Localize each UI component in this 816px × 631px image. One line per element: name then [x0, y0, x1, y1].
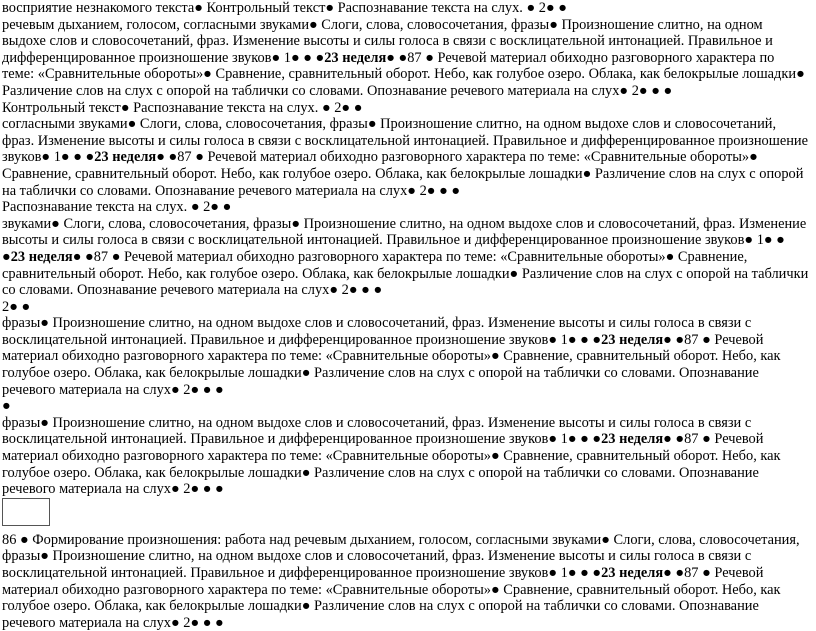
week-label: 23 неделя — [94, 149, 157, 166]
document-paragraph-p7 — [2, 299, 810, 316]
paragraph-text: 86 ● Формирование произношения: работа над речевым дыханием, голосом, согласными звуками● Слоги, слова, словосочетания, фразы● Произношение слитно, на одном выдохе слов и словосочетаний, фраз. Изменение высоты и силы голоса в связи с восклицательной интонацией. Правильное и дифференцированное произношение звуков● 1● ● ● — [2, 531, 800, 581]
document-paragraph-p2 — [2, 17, 810, 100]
document-paragraph-p10 — [2, 415, 810, 498]
week-label: 23 неделя — [601, 331, 664, 348]
paragraph-text: ● ●87 ● Речевой материал обиходно разговорного характера по теме: «Сравнительные обороты»● Сравнение, сравнительный оборот. Небо, как голубое озеро. Облака, как белокрылые лошадки● Различение слов на слух с опорой на таблички со словами. Опознавание речевого материала на слух● 2● ● ● — [2, 49, 805, 99]
paragraph-text: ● — [2, 398, 11, 415]
week-label: 23 неделя — [324, 49, 387, 66]
paragraph-text: Контрольный текст● Распознавание текста на слух. ● 2● ● — [2, 99, 363, 116]
document-paragraph-p3 — [2, 100, 810, 117]
document-paragraph-p8 — [2, 315, 810, 398]
document-paragraph-p5 — [2, 199, 810, 216]
paragraph-text: звуками● Слоги, слова, словосочетания, фразы● Произношение слитно, на одном выдохе слов и словосочетаний, фраз. Изменение высоты и силы голоса в связи с восклицательной интонацией. Правильное и дифференцированное произношение звуков● 1● ● ● — [2, 215, 807, 265]
week-label: 23 неделя — [10, 248, 73, 265]
paragraph-text: 2● ● — [2, 298, 31, 315]
week-label: 23 неделя — [601, 431, 664, 448]
week-label: 23 неделя — [601, 565, 664, 581]
paragraph-text: согласными звуками● Слоги, слова, словосочетания, фразы● Произношение слитно, на одном выдохе слов и словосочетаний, фраз. Изменение высоты и силы голоса в связи с восклицательной интонацией. Правильное и дифференцированное произношение звуков● 1● ● ● — [2, 116, 809, 166]
paragraph-text: фразы● Произношение слитно, на одном выдохе слов и словосочетаний, фраз. Изменение высоты и силы голоса в связи с восклицательной интонацией. Правильное и дифференцированное произношение звуков● 1● ● ● — [2, 315, 752, 348]
empty-frame-box — [2, 498, 50, 526]
document-paragraph-p1 — [2, 0, 810, 17]
paragraph-text: фразы● Произношение слитно, на одном выдохе слов и словосочетаний, фраз. Изменение высоты и силы голоса в связи с восклицательной интонацией. Правильное и дифференцированное произношение звуков● 1● ● ● — [2, 414, 752, 448]
paragraph-text: ● ●87 ● Речевой материал обиходно разговорного характера по теме: «Сравнительные обороты»● Сравнение, сравнительный оборот. Небо, как голубое озеро. Облака, как белокрылые лошадки● Различение слов на слух с опорой на таблички со словами. Опознавание речевого материала на слух● 2● ● ● — [2, 431, 781, 498]
paragraph-text: ● ●87 ● Речевой материал обиходно разговорного характера по теме: «Сравнительные обороты»● Сравнение, сравнительный оборот. Небо, как голубое озеро. Облака, как белокрылые лошадки● Различение слов на слух с опорой на таблички со словами. Опознавание речевого материала на слух● 2● ● ● — [2, 331, 781, 398]
paragraph-text: ● ●87 ● Речевой материал обиходно разговорного характера по теме: «Сравнительные обороты»● Сравнение, сравнительный оборот. Небо, как голубое озеро. Облака, как белокрылые лошадки● Различение слов на слух с опорой на таблички со словами. Опознавание речевого материала на слух● 2● ● ● — [2, 248, 809, 299]
document-paragraph-p4 — [2, 116, 810, 199]
paragraph-text: речевым дыханием, голосом, согласными звуками● Слоги, слова, словосочетания, фразы● Произношение слитно, на одном выдохе слов и словосочетаний, фраз. Изменение высоты и силы голоса в связи с восклицательной интонацией. Правильное и дифференцированное произношение звуков● 1● ● ● — [2, 16, 773, 66]
paragraph-text: ● ●87 ● Речевой материал обиходно разговорного характера по теме: «Сравнительные обороты»● Сравнение, сравнительный оборот. Небо, как голубое озеро. Облака, как белокрылые лошадки● Различение слов на слух с опорой на таблички со словами. Опознавание речевого материала на слух● 2● ● ● — [2, 565, 781, 631]
document-paragraph-p9 — [2, 398, 810, 415]
document-paragraph-p11 — [2, 532, 810, 631]
paragraph-text: Распознавание текста на слух. ● 2● ● — [2, 199, 232, 216]
empty-frame-row — [2, 498, 810, 532]
document-paragraph-p6 — [2, 216, 810, 299]
paragraph-text: ● ●87 ● Речевой материал обиходно разговорного характера по теме: «Сравнительные обороты»● Сравнение, сравнительный оборот. Небо, как голубое озеро. Облака, как белокрылые лошадки● Различение слов на слух с опорой на таблички со словами. Опознавание речевого материала на слух● 2● ● ● — [2, 149, 804, 199]
paragraph-text: восприятие незнакомого текста● Контрольный текст● Распознавание текста на слух. ● 2● ● — [2, 0, 567, 16]
